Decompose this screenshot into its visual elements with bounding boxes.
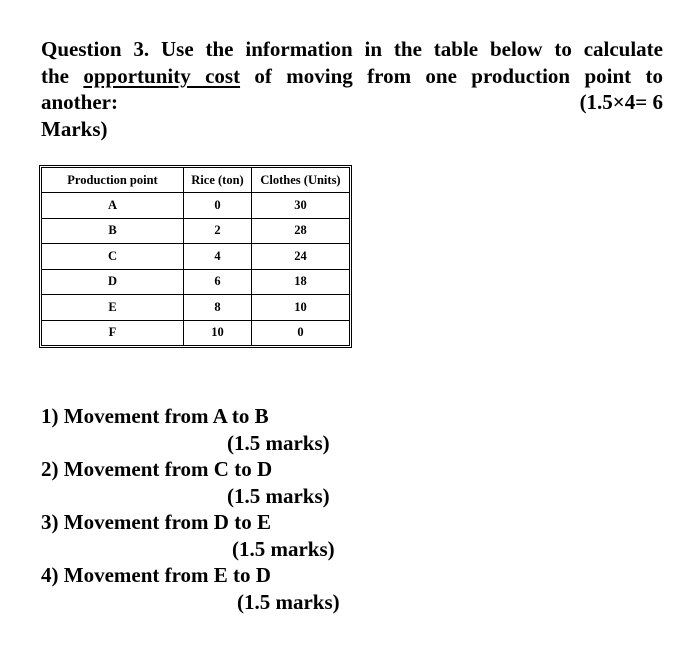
cell-rice: 6 xyxy=(184,269,252,295)
cell-clothes: 30 xyxy=(252,193,350,219)
header-rice: Rice (ton) xyxy=(184,168,252,193)
movement-item xyxy=(41,509,340,562)
movement-title: 2) Movement from C to D xyxy=(41,457,273,481)
table-row xyxy=(42,320,350,346)
table-row xyxy=(42,218,350,244)
movement-item xyxy=(41,562,340,615)
table-row xyxy=(42,193,350,219)
cell-point: B xyxy=(42,218,184,244)
movement-marks: (1.5 marks) xyxy=(227,483,330,508)
opportunity-cost-term: opportunity cost xyxy=(83,63,241,88)
movement-marks: (1.5 marks) xyxy=(227,430,330,455)
question-line-3-left: another: xyxy=(41,90,118,114)
cell-point: D xyxy=(42,269,184,295)
cell-point: A xyxy=(42,193,184,219)
cell-clothes: 0 xyxy=(252,320,350,346)
cell-clothes: 10 xyxy=(252,295,350,321)
cell-rice: 8 xyxy=(184,295,252,321)
movement-item xyxy=(41,403,340,456)
table-row xyxy=(42,269,350,295)
table-row xyxy=(42,244,350,270)
movement-title: 1) Movement from A to B xyxy=(41,404,269,428)
table-row xyxy=(42,295,350,321)
cell-clothes: 18 xyxy=(252,269,350,295)
movement-questions xyxy=(41,403,340,615)
question-line-2 xyxy=(41,63,663,90)
movement-title: 3) Movement from D to E xyxy=(41,510,271,534)
production-possibilities-table xyxy=(41,167,350,346)
table-header-row xyxy=(42,168,350,193)
movement-title: 4) Movement from E to D xyxy=(41,563,271,587)
movement-item xyxy=(41,456,340,509)
total-marks-label: (1.5×4= 6 xyxy=(579,90,663,114)
cell-rice: 2 xyxy=(184,218,252,244)
question-line-4: Marks) xyxy=(41,116,108,141)
question-line-2-start: the xyxy=(41,63,84,88)
cell-clothes: 24 xyxy=(252,244,350,270)
question-line-3 xyxy=(41,89,663,116)
header-production-point: Production point xyxy=(42,168,184,193)
question-line-2-end: of moving from one production point to xyxy=(240,63,663,88)
question-line-1: Question 3. Use the information in the table below to calculate xyxy=(41,37,663,61)
cell-point: C xyxy=(42,244,184,270)
cell-rice: 0 xyxy=(184,193,252,219)
cell-clothes: 28 xyxy=(252,218,350,244)
cell-point: E xyxy=(42,295,184,321)
production-table xyxy=(41,167,350,346)
cell-point: F xyxy=(42,320,184,346)
cell-rice: 10 xyxy=(184,320,252,346)
movement-marks: (1.5 marks) xyxy=(232,536,335,561)
question-text xyxy=(41,36,663,142)
cell-rice: 4 xyxy=(184,244,252,270)
header-clothes: Clothes (Units) xyxy=(252,168,350,193)
movement-marks: (1.5 marks) xyxy=(237,589,340,614)
